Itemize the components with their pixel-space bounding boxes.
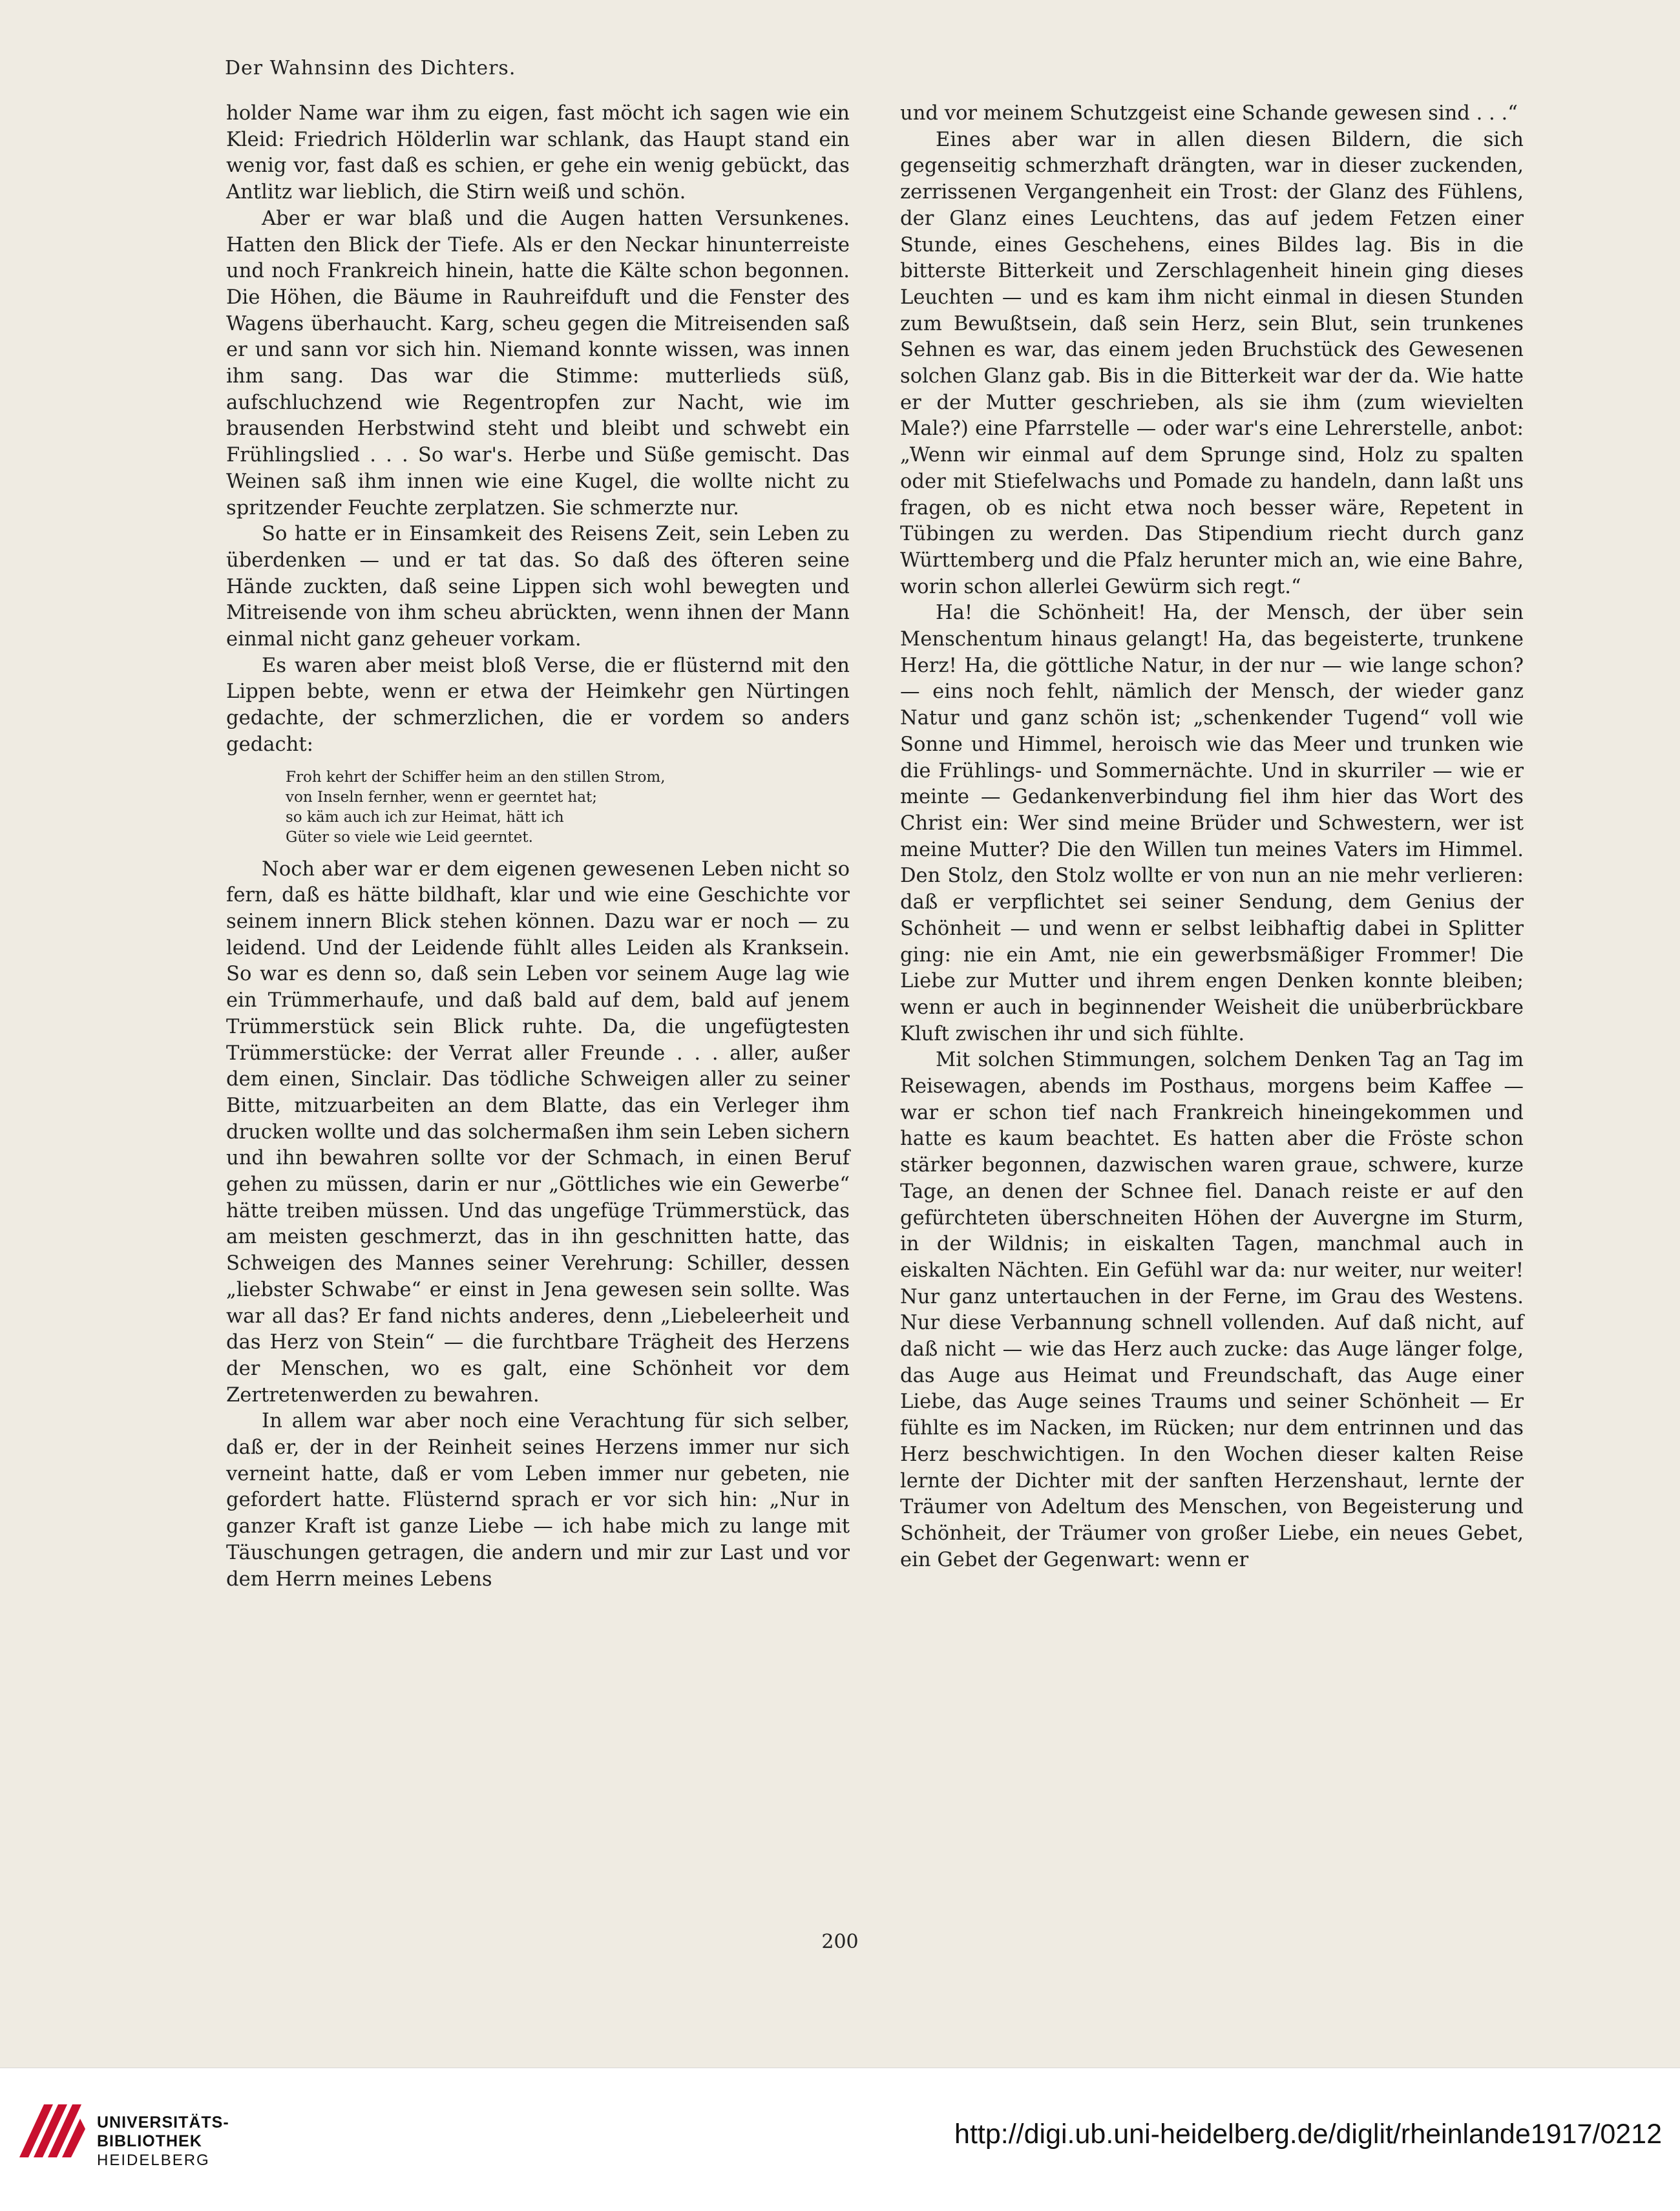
left-paragraphs-top — [226, 101, 850, 759]
university-library-heidelberg-logo-icon — [13, 2093, 97, 2170]
paragraph: Noch aber war er dem eigenen gewesenen Leben nicht so fern, daß es hätte bildhaft, klar und wie eine Geschichte vor seinem innern Blick stehen können. Dazu war er noch — zu leidend. Und der Leidende fühlt alles Leiden als Kranksein. So war es denn so, daß sein Leben vor seinem Auge lag wie ein Trümmerhaufe, und daß bald auf dem, bald auf jenem Trümmerstück sein Blick ruhte. Da, die ungefügtesten Trümmerstücke: der Verrat aller Freunde . . . aller, außer dem einen, Sinclair. Das tödliche Schweigen aller zu seiner Bitte, mitzuarbeiten an dem Blatte, das ein Verleger ihm drucken wollte und das solchermaßen ihm sein Leben sichern und ihn bewahren sollte vor der Schmach, in einen Beruf gehen zu müssen, darin er nur „Göttliches wie ein Gewerbe“ hätte treiben müssen. Und das ungefüge Trümmerstück, das am meisten geschmerzt, das in ihn geschnitten hatte, das Schweigen des Mannes seiner Verehrung: Schiller, dessen „liebster Schwabe“ er einst in Jena gewesen sein sollte. Was war all das? Er fand nichts anderes, denn „Liebeleerheit und das Herz von Stein“ — die furchtbare Trägheit des Herzens der Menschen, wo es galt, eine Schönheit vor dem Zertretenwerden zu bewahren. — [226, 857, 850, 1407]
digitization-footer — [0, 2068, 1680, 2211]
source-url-link[interactable]: http://digi.ub.uni-heidelberg.de/diglit/rheinlande1917/0212 — [954, 2119, 1662, 2150]
poem-line: Froh kehrt der Schiffer heim an den stillen Strom, — [286, 768, 666, 786]
library-name-line: HEIDELBERG — [97, 2152, 210, 2169]
page-number: 200 — [821, 1931, 859, 1953]
running-head: Der Wahnsinn des Dichters. — [225, 57, 516, 79]
left-text-column — [226, 101, 850, 1593]
right-text-column — [900, 101, 1524, 1573]
paragraph: Mit solchen Stimmungen, solchem Denken Tag an Tag im Reisewagen, abends im Posthaus, morgens beim Kaffee — war er schon tief nach Frankreich hineingekommen und hatte es kaum beachtet. Es hatten aber die Fröste schon stärker begonnen, dazwischen waren graue, schwere, kurze Tage, an denen der Schnee fiel. Danach reiste er auf den gefürchteten überschneiten Höhen der Auvergne im Sturm, in der Wildnis; in eiskalten Tagen, manchmal auch in eiskalten Nächten. Ein Gefühl war da: nur weiter, nur weiter! Nur ganz untertauchen in der Ferne, im Grau des Westens. Nur diese Verbannung schnell vollenden. Auf daß nicht, auf daß nicht — wie das Herz auch zucke: das Auge länger folge, das Auge aus Heimat und Freundschaft, das Auge einer Liebe, das Auge seines Traums und seiner Schönheit — Er fühlte es im Nacken, im Rücken; nur dem entrinnen und das Herz beschwichtigen. In den Wochen dieser kalten Reise lernte der Dichter mit der sanften Herzenshaut, lernte der Träumer von Adeltum des Menschen, von Begeisterung und Schönheit, der Träumer von großer Liebe, ein neues Gebet, ein Gebet der Gegenwart: wenn er — [900, 1049, 1524, 1571]
library-name — [97, 2113, 229, 2170]
poem-line: von Inseln fernher, wenn er geerntet hat; — [286, 788, 598, 806]
paragraph: Ha! die Schönheit! Ha, der Mensch, der über sein Menschentum hinaus gelangt! Ha, das begeisterte, trunkene Herz! Ha, die göttliche Natur, in der nur — wie lange schon? — eins noch fehlt, nämlich der Mensch, der wieder ganz Natur und ganz schön ist; „schenkender Tugend“ voll wie Sonne und Himmel, heroisch wie das Meer und trunken wie die Frühlings- und Sommernächte. Und in skurriler — wie er meinte — Gedankenverbindung fiel ihm hier das Wort des Christ ein: Wer sind meine Brüder und Schwestern, wer ist meine Mutter? Die den Willen tun meines Vaters im Himmel. Den Stolz, den Stolz wollte er von nun an nie mehr verlieren: daß er verpflichtet sei seiner Sendung, dem Genius der Schönheit — und wenn er selbst leibhaftig dabei in Splitter ging: nie ein Amt, nie ein gewerbsmäßiger Frommer! Die Liebe zur Mutter und ihrem engen Denken konnte bleiben; wenn er auch in beginnender Weisheit die unüberbrückbare Kluft zwischen ihr und sich fühlte. — [900, 602, 1524, 1045]
poem-quote — [286, 768, 850, 848]
paragraph: So hatte er in Einsamkeit des Reisens Zeit, sein Leben zu überdenken — und er tat das. So daß des öfteren seine Hände zuckten, daß seine Lippen sich wohl bewegten und Mitreisende von ihm scheu abrückten, wenn ihnen der Mann einmal nicht ganz geheuer vorkam. — [226, 523, 850, 651]
paragraph: Es waren aber meist bloß Verse, die er flüsternd mit den Lippen bebte, wenn er etwa der Heimkehr gen Nürtingen gedachte, der schmerzlichen, die er vordem so anders gedacht: — [226, 654, 850, 756]
paragraph: holder Name war ihm zu eigen, fast möcht ich sagen wie ein Kleid: Friedrich Hölderlin war schlank, das Haupt stand ein wenig vor, fast daß es schien, er gehe ein wenig gebückt, das Antlitz war lieblich, die Stirn weiß und schön. — [226, 102, 850, 204]
paragraph: und vor meinem Schutzgeist eine Schande gewesen sind . . .“ — [900, 102, 1518, 125]
paragraph: Aber er war blaß und die Augen hatten Versunkenes. Hatten den Blick der Tiefe. Als er den Neckar hinunterreiste und noch Frankreich hinein, hatte die Kälte schon begonnen. Die Höhen, die Bäume in Rauhreifduft und die Fenster des Wagens überhaucht. Karg, scheu gegen die Mitreisenden saß er und sann vor sich hin. Niemand konnte wissen, was innen ihm sang. Das war die Stimme: mutterlieds süß, aufschluchzend wie Regentropfen zur Nacht, wie im brausenden Herbstwind steht und bleibt und schwebt ein Frühlingslied . . . So war's. Herbe und Süße gemischt. Das Weinen saß ihm innen wie eine Kugel, die wollte nicht zu spritzender Feuchte zerplatzen. Sie schmerzte nur. — [226, 207, 850, 519]
paragraph: In allem war aber noch eine Verachtung für sich selber, daß er, der in der Reinheit seines Herzens immer nur sich verneint hatte, daß er vom Leben immer nur gebeten, nie gefordert hatte. Flüsternd sprach er vor sich hin: „Nur in ganzer Kraft ist ganze Liebe — ich habe mich zu lange mit Täuschungen getragen, die andern und mir zur Last und vor dem Herrn meines Lebens — [226, 1410, 850, 1591]
poem-line: Güter so viele wie Leid geerntet. — [286, 828, 533, 846]
poem-line: so käm auch ich zur Heimat, hätt ich — [286, 808, 564, 826]
library-name-line: UNIVERSITÄTS- — [97, 2113, 229, 2132]
paragraph: Eines aber war in allen diesen Bildern, die sich gegenseitig schmerzhaft drängten, war in dieser zuckenden, zerrissenen Vergangenheit ein Trost: der Glanz des Fühlens, der Glanz eines Leuchtens, das auf jedem Fetzen einer Stunde, eines Geschehens, eines Bildes lag. Bis in die bitterste Bitterkeit und Zerschlagenheit hinein ging dieses Leuchten — und es kam ihm nicht einmal in diesen Stunden zum Bewußtsein, daß sein Herz, sein Blut, sein trunkenes Sehnen es war, das einem jeden Bruchstück des Gewesenen solchen Glanz gab. Bis in die Bitterkeit war der da. Wie hatte er der Mutter geschrieben, als sie ihm (zum wievielten Male?) eine Pfarrstelle — oder war's eine Lehrerstelle, anbot: „Wenn wir einmal auf dem Sprunge sind, Holz zu spalten oder mit Stiefelwachs und Pomade zu handeln, dann laßt uns fragen, ob es nicht etwa noch besser wäre, Repetent in Tübingen zu werden. Das Stipendium riecht durch ganz Württemberg und die Pfalz herunter mich an, wie eine Bahre, worin schon allerlei Gewürm sich regt.“ — [900, 128, 1524, 598]
left-paragraphs-bottom — [226, 857, 850, 1593]
library-name-line: BIBLIOTHEK — [97, 2132, 202, 2150]
